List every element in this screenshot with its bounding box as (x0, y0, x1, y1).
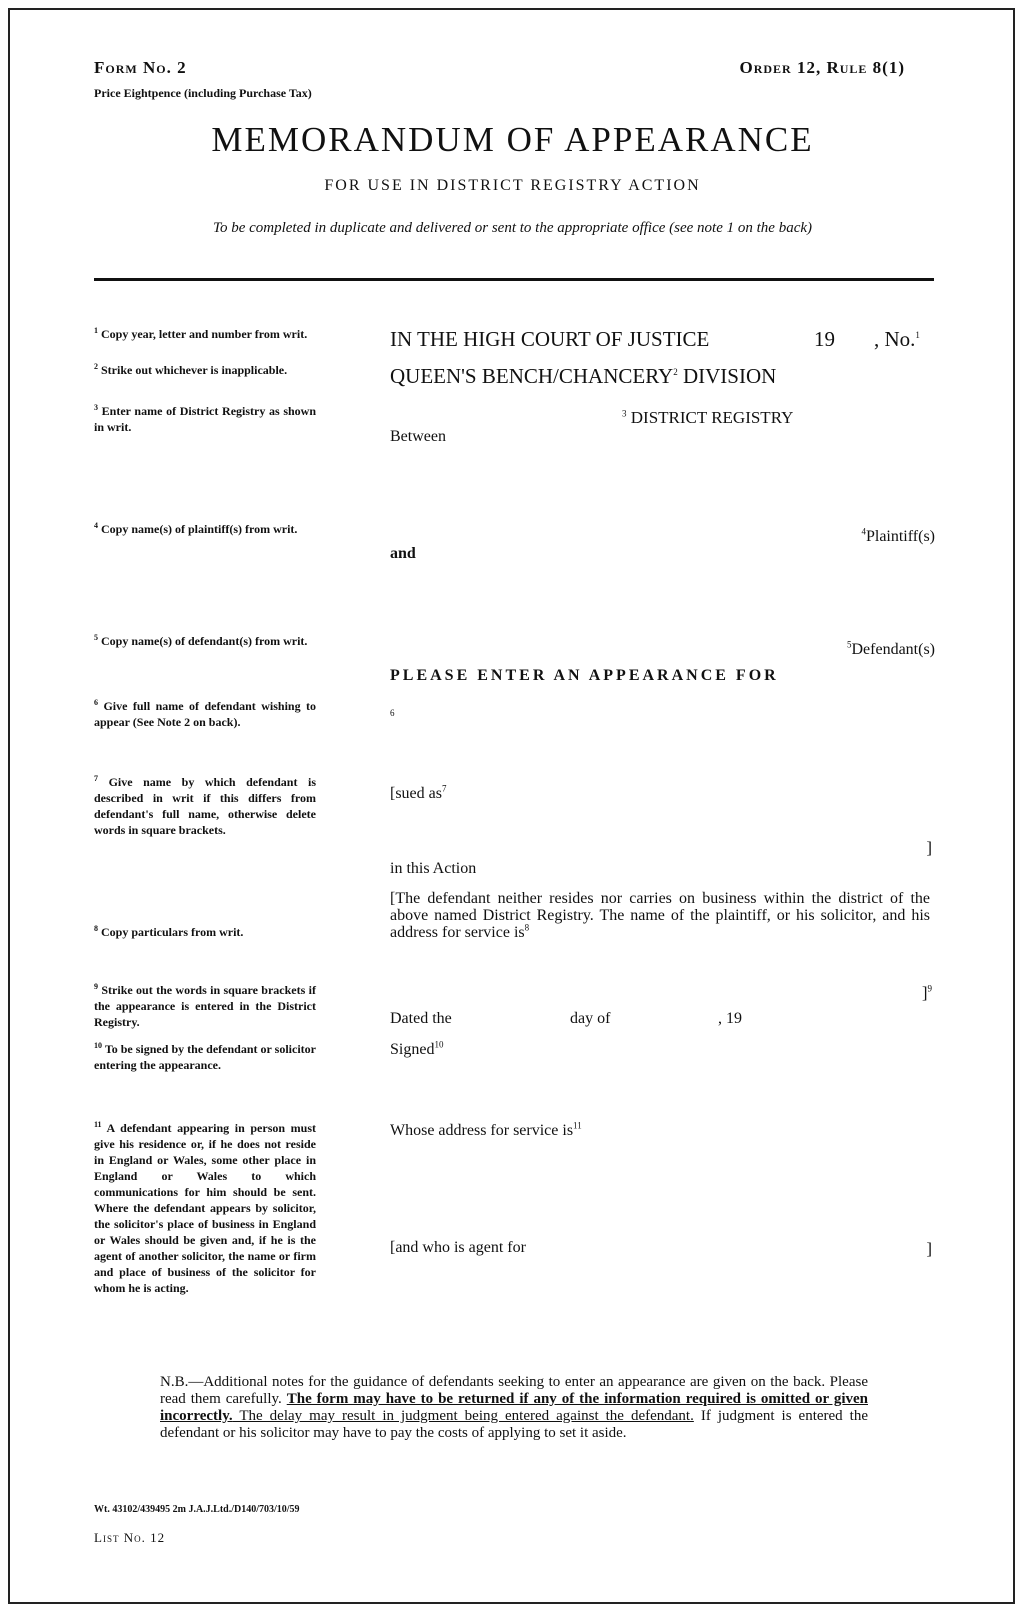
and-label: and (390, 545, 416, 562)
plaintiffs-label: $^4$Plaintiff(s) (861, 526, 935, 545)
margin-note-11: $^{11}$ A defendant appearing in person must give his residence or, if he does not reside in England or Wales, some other place in England or Wales to which communications for him should be sent. Where the defendant appears by solicitor, the solicitor's place of business in England or Wales should be given and, if he is the agent of another solicitor, the name or firm and place of business of the solicitor for whom he is acting. (94, 1120, 316, 1295)
in-action-label: in this Action (390, 860, 477, 877)
day-of-label: day of (570, 1010, 611, 1027)
dated-label: Dated the (390, 1010, 452, 1027)
nb-notice: N.B.—Additional notes for the guidance of defendants seeking to enter an appearance are given on the back. Please read them carefully. The form may have to be returned if any of the information required is omitted or given incorrectly. The delay may result in judgment being entered against the defendant. If judgment is entered the defendant or his solicitor may have to pay the costs of applying to set it aside. (160, 1374, 868, 1441)
closing-bracket: ] (926, 838, 932, 857)
closing-bracket-11: ] (926, 1239, 932, 1258)
action-year: 19 (814, 327, 835, 351)
margin-note-3: $^3$ Enter name of District Registry as shown in writ. (94, 403, 317, 434)
page-subtitle: FOR USE IN DISTRICT REGISTRY ACTION (324, 177, 701, 194)
closing-bracket-9: ]$^9$ (921, 983, 932, 1002)
appearance-heading: PLEASE ENTER AN APPEARANCE FOR (390, 667, 779, 684)
district-registry: $^3$ DISTRICT REGISTRY (622, 408, 794, 427)
dated-year-label: , 19 (718, 1010, 742, 1027)
margin-note-1: $^1$ Copy year, letter and number from writ. (94, 326, 308, 341)
sued-as-label: [sued $as^7$ (390, 783, 447, 802)
header-rule (94, 278, 934, 281)
margin-note-8: $^8$ Copy particulars from writ. (94, 924, 244, 939)
service-paragraph: [The defendant neither resides nor carries on business within the district of the above named District Registry. The name of the plaintiff, or his solicitor, and his address for service $is^8$ (390, 890, 930, 941)
margin-note-9: $^9$ Strike out the words in square brackets if the appearance is entered in the District Registry. (94, 982, 316, 1029)
margin-note-6: $^6$ Give full name of defendant wishing to appear (See Note 2 on back). (94, 698, 317, 729)
margin-note-4: $^4$ Copy name(s) of plaintiff(s) from writ. (94, 521, 298, 536)
defendants-label: $^5$Defendant(s) (846, 639, 935, 658)
page-title: MEMORANDUM OF APPEARANCE (211, 120, 814, 159)
margin-note-2: $^2$ Strike out whichever is inapplicable. (94, 362, 288, 377)
margin-note-7: $^7$ Give name by which defendant is described in writ if this differs from defendant's full name, otherwise delete words in square brackets. (94, 774, 317, 837)
action-number: , No.$^1$ (874, 327, 920, 351)
division-line: QUEEN'S BENCH/CHANCERY$^2$ DIVISION (390, 364, 777, 388)
margin-note-5: $^5$ Copy name(s) of defendant(s) from writ. (94, 633, 308, 648)
signed-label: Signed$^{10}$ (390, 1039, 444, 1058)
between-label: Between (390, 428, 446, 445)
price-line: Price Eightpence (including Purchase Tax) (94, 86, 312, 100)
agent-for-label: [and who is agent for (390, 1239, 526, 1256)
defendant-name-marker: 6 (390, 708, 395, 718)
court-name: IN THE HIGH COURT OF JUSTICE (390, 327, 710, 351)
completion-instruction: To be completed in duplicate and delivered or sent to the appropriate office (see note 1 on the back) (212, 220, 813, 236)
printer-code: Wt. 43102/439495 2m J.A.J.Ltd./D140/703/10/59 (94, 1504, 300, 1515)
order-rule: Order 12, Rule 8(1) (739, 58, 905, 77)
form-number: Form No. 2 (94, 58, 187, 77)
address-for-service-label: Whose address for service $is^{11}$ (390, 1120, 582, 1139)
list-number: List No. 12 (94, 1530, 166, 1545)
margin-note-10: $^{10}$ To be signed by the defendant or solicitor entering the appearance. (94, 1041, 316, 1072)
